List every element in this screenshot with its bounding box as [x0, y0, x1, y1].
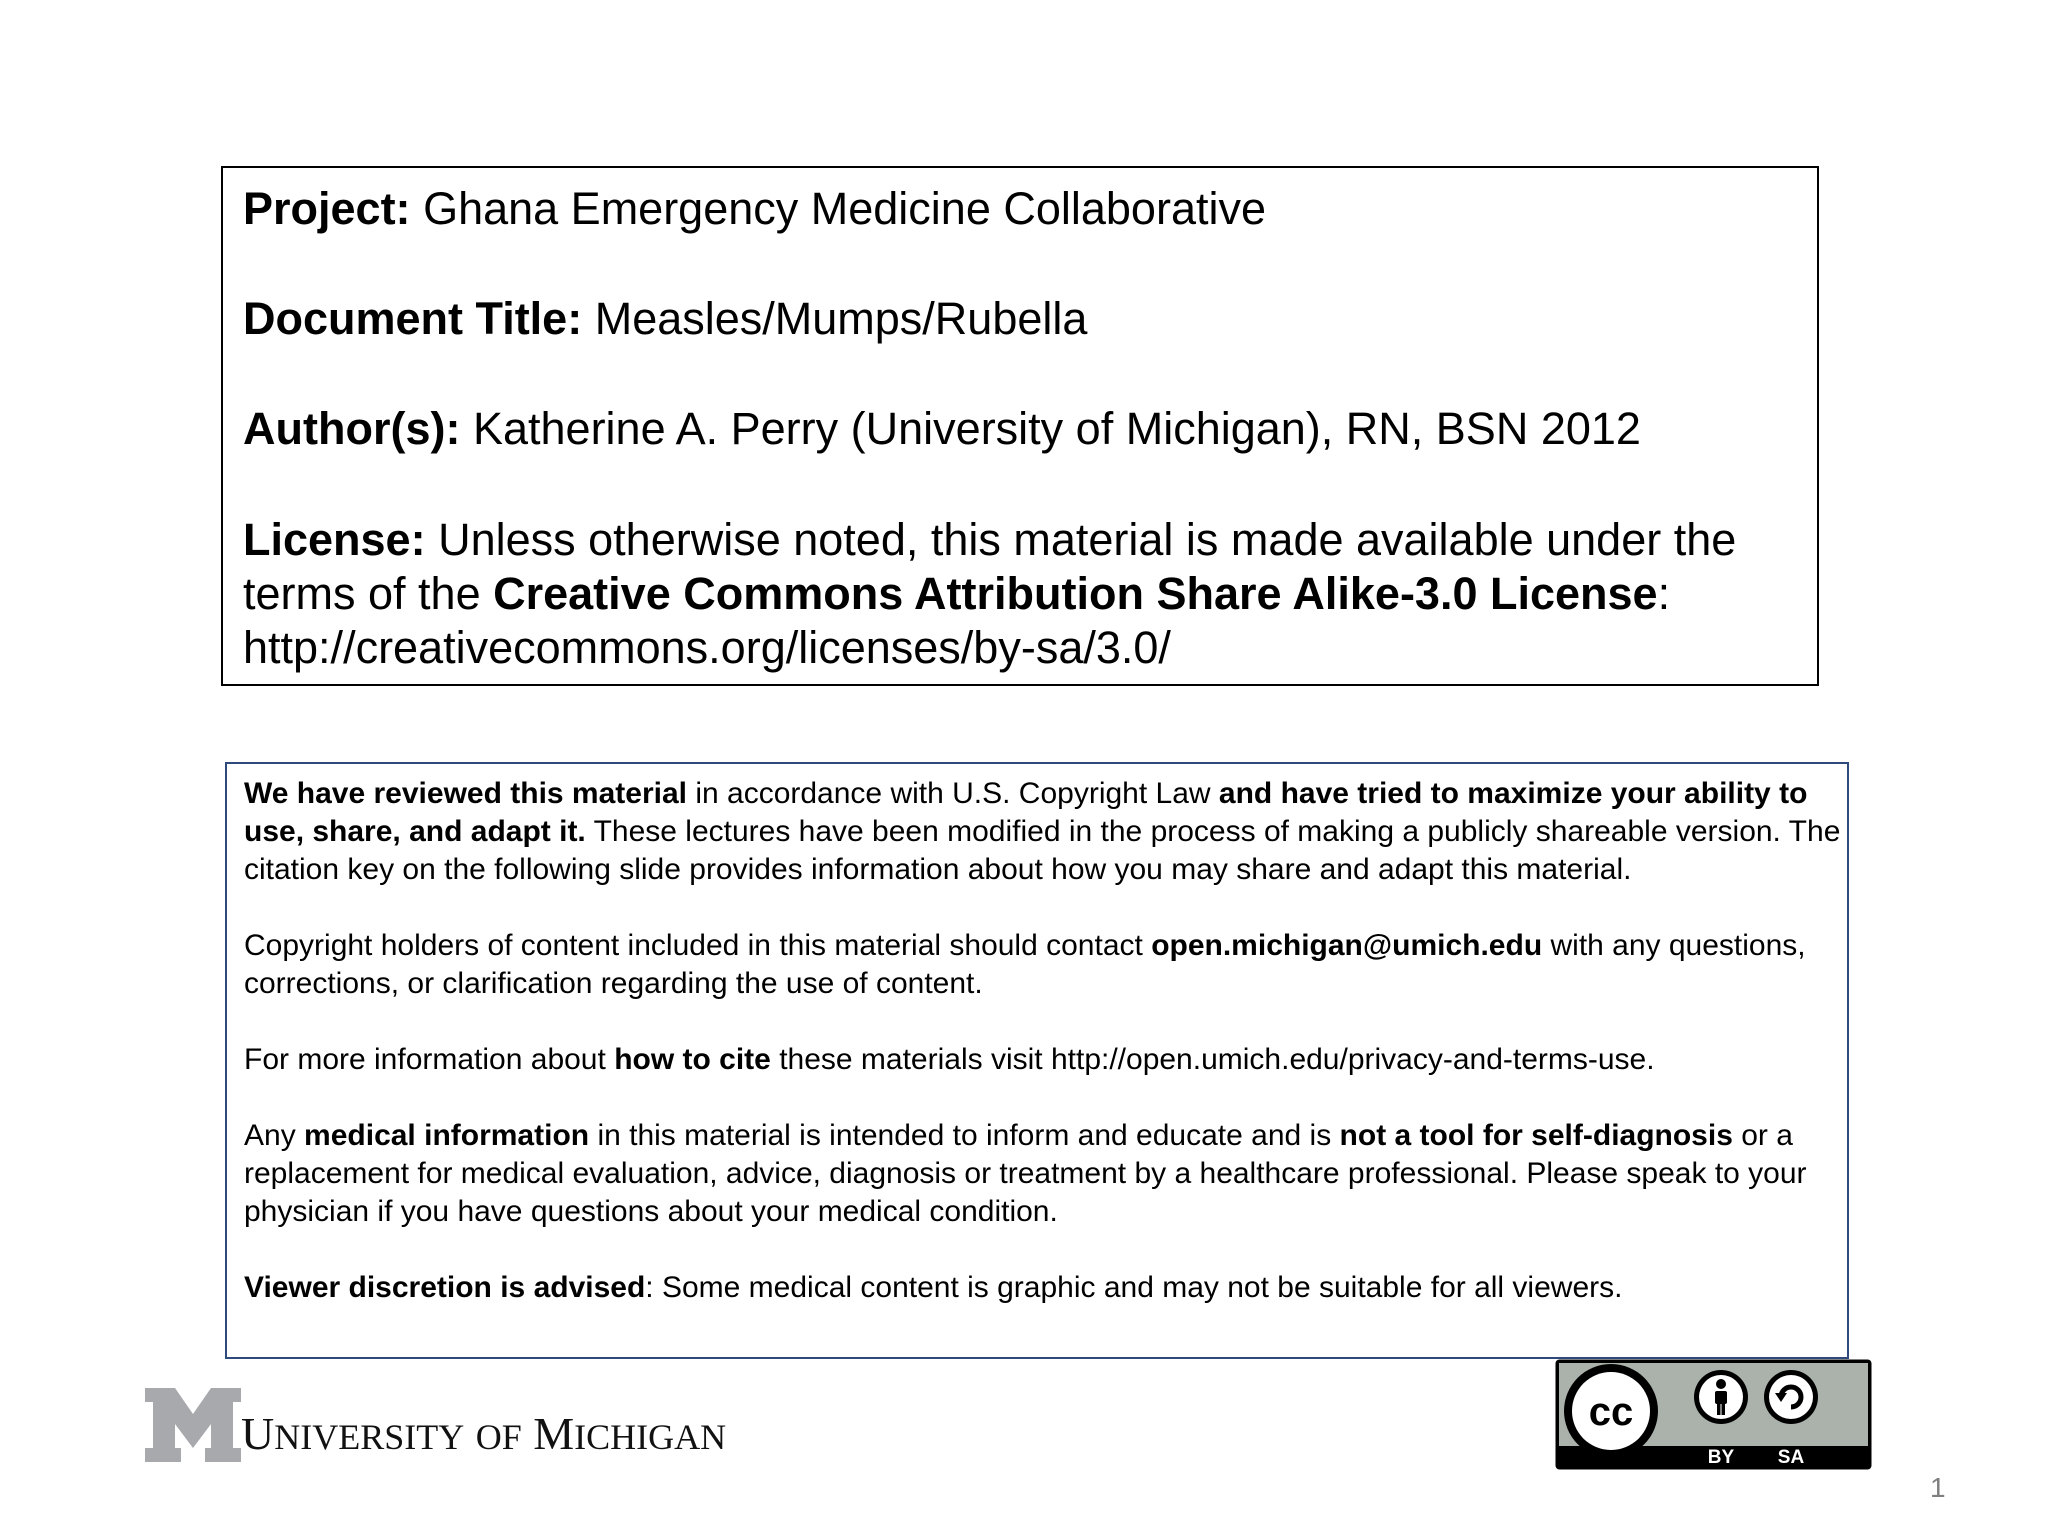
cite-text-1: For more information about	[244, 1043, 606, 1076]
wordmark-niversity: NIVERSITY	[274, 1417, 465, 1457]
medical-bold-2: not a tool for self-diagnosis	[1339, 1119, 1733, 1152]
wordmark-ichigan: ICHIGAN	[574, 1417, 727, 1457]
contact-text-1: Copyright holders of content included in this material should contact	[244, 929, 1143, 962]
discretion-text: : Some medical content is graphic and may not be suitable for all viewers.	[645, 1271, 1623, 1304]
cite-paragraph	[244, 1041, 1847, 1079]
medical-paragraph	[244, 1117, 1847, 1231]
wordmark-u: U	[241, 1408, 275, 1459]
contact-paragraph	[244, 927, 1847, 1003]
contact-text-2: with any questions, corrections, or clarification regarding the use of content.	[244, 929, 1806, 1000]
wordmark-m: M	[533, 1408, 575, 1459]
document-info-box	[221, 166, 1819, 686]
university-of-michigan-logo	[145, 1388, 726, 1462]
license-label: License:	[243, 514, 426, 565]
license-name: Creative Commons Attribution Share Alike-3.0 License	[493, 568, 1658, 619]
svg-text:cc: cc	[1588, 1390, 1634, 1434]
license-url[interactable]: http://creativecommons.org/licenses/by-sa/3.0/	[243, 622, 1171, 673]
discretion-bold: Viewer discretion is advised	[244, 1271, 646, 1304]
document-title-label: Document Title:	[243, 293, 583, 344]
medical-text-1: Any	[244, 1119, 296, 1152]
review-text-2: These lectures have been modified in the process of making a publicly shareable version. The citation key on the following slide provides information about how you may share and adapt this material.	[244, 815, 1841, 886]
medical-bold-1: medical information	[304, 1119, 590, 1152]
medical-text-2: in this material is intended to inform and educate and is	[597, 1119, 1332, 1152]
author-label: Author(s):	[243, 403, 461, 454]
review-bold-1: We have reviewed this material	[244, 777, 687, 810]
project-value: Ghana Emergency Medicine Collaborative	[423, 183, 1266, 234]
share-alike-icon	[1764, 1370, 1818, 1424]
project-line	[243, 182, 1817, 236]
copyright-notice-box	[225, 762, 1849, 1359]
cc-by-sa-badge[interactable]	[1555, 1359, 1872, 1470]
author-line	[243, 402, 1817, 456]
university-wordmark	[241, 1408, 727, 1462]
document-title-value: Measles/Mumps/Rubella	[594, 293, 1088, 344]
attribution-person-icon	[1694, 1370, 1748, 1424]
author-value: Katherine A. Perry (University of Michigan), RN, BSN 2012	[472, 403, 1641, 454]
cite-text-2: these materials visit http://open.umich.edu/privacy-and-terms-use.	[779, 1043, 1655, 1076]
cite-bold: how to cite	[614, 1043, 771, 1076]
wordmark-of: OF	[475, 1417, 522, 1457]
page-number: 1	[1930, 1472, 1946, 1503]
document-title-line	[243, 292, 1817, 346]
license-text: Unless otherwise noted, this material is made available under the terms of the	[243, 514, 1737, 619]
sa-label: SA	[1777, 1447, 1805, 1468]
cc-icon	[1564, 1364, 1658, 1458]
medical-text-3: or a replacement for medical evaluation, advice, diagnosis or treatment by a healthcare professional. Please speak to your physician if you have questions about your medical condition.	[244, 1119, 1807, 1228]
discretion-paragraph	[244, 1269, 1847, 1307]
by-label: BY	[1707, 1447, 1735, 1468]
project-label: Project:	[243, 183, 411, 234]
review-text-1: in accordance with U.S. Copyright Law	[695, 777, 1211, 810]
contact-email[interactable]: open.michigan@umich.edu	[1151, 929, 1543, 962]
review-bold-2: and have tried to maximize your ability to use, share, and adapt it.	[244, 777, 1808, 848]
block-m-icon	[145, 1388, 241, 1462]
license-colon: :	[1657, 568, 1671, 619]
license-paragraph	[243, 513, 1817, 675]
review-paragraph	[244, 775, 1847, 889]
